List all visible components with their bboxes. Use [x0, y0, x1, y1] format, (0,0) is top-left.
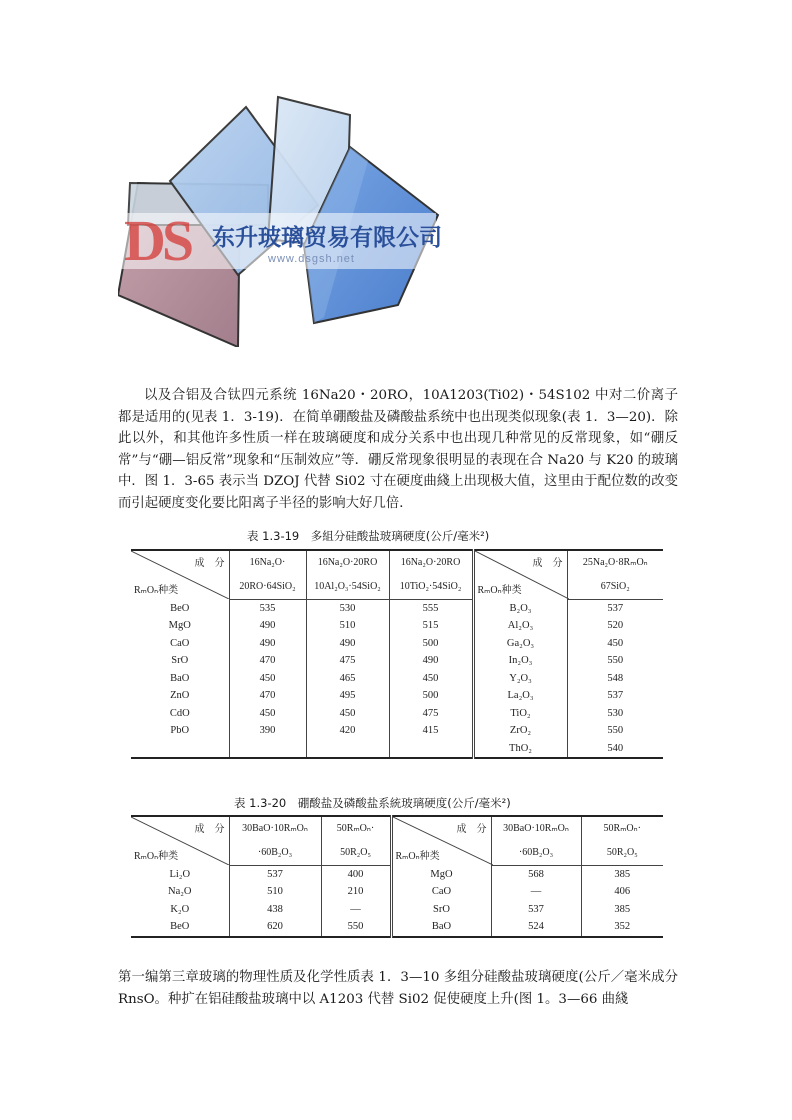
- table-multicomponent-silicate-hardness: [131, 549, 663, 759]
- table-row: [131, 901, 663, 919]
- value-cell: 470: [229, 687, 306, 705]
- value-cell: [229, 740, 306, 759]
- value-cell: 555: [389, 599, 473, 617]
- corner-top-label-right: 成 分: [456, 824, 487, 835]
- value-cell: 524: [491, 918, 581, 937]
- value-cell: 475: [306, 652, 389, 670]
- oxide-cell: TiO₂: [473, 705, 567, 723]
- value-cell: 620: [229, 918, 321, 937]
- table-1-corner-cell: [131, 550, 229, 599]
- value-cell: 515: [389, 617, 473, 635]
- value-cell: 537: [229, 865, 321, 883]
- value-cell: 495: [306, 687, 389, 705]
- table-row: [131, 687, 663, 705]
- oxide-cell: [131, 740, 229, 759]
- table-row: [131, 722, 663, 740]
- table-2-col-2-header-line2: 50R₂O₅: [321, 841, 391, 865]
- table-1-col-3-header-line2: 10TiO₂·54SiO₂: [389, 575, 473, 599]
- table-2-col-3-header: 30BaO·10RₘOₙ: [491, 816, 581, 841]
- value-cell: [306, 740, 389, 759]
- value-cell: 450: [389, 670, 473, 688]
- value-cell: 385: [614, 868, 631, 880]
- value-cell: 352: [614, 921, 631, 933]
- value-cell: 400: [321, 865, 391, 883]
- corner-bottom-label-right: RₘOₙ种类: [395, 851, 440, 862]
- corner-top-label: 成 分: [194, 558, 225, 569]
- value-cell: 490: [306, 635, 389, 653]
- value-cell: 475: [389, 705, 473, 723]
- watermark-company-name: 东升玻璃贸易有限公司: [212, 225, 442, 251]
- value-cell: 465: [306, 670, 389, 688]
- value-cell: 537: [491, 901, 581, 919]
- table-row: [131, 635, 663, 653]
- oxide-cell: CaO: [131, 635, 229, 653]
- table-1-col-4-header-line2: 67SiO₂: [567, 575, 663, 599]
- oxide-cell: La₂O₃: [473, 687, 567, 705]
- oxide-cell: MgO: [131, 617, 229, 635]
- value-cell: 537: [607, 602, 624, 614]
- oxide-cell: K₂O: [131, 901, 229, 919]
- table-2-col-1-header-line2: ·60B₂O₃: [229, 841, 321, 865]
- oxide-cell: Na₂O: [131, 883, 229, 901]
- corner-bottom-label: RₘOₙ种类: [134, 585, 179, 596]
- value-cell: [389, 740, 473, 759]
- table-2-col-2-header: 50RₘOₙ·: [321, 816, 391, 841]
- oxide-cell: Ga₂O₃: [473, 635, 567, 653]
- value-cell: 450: [229, 705, 306, 723]
- oxide-cell: BaO: [131, 670, 229, 688]
- table-2-col-4-header-line2: 50R₂O₅: [581, 841, 663, 865]
- value-cell: 520: [607, 620, 624, 632]
- value-cell: 210: [321, 883, 391, 901]
- table-2-col-4-header: 50RₘOₙ·: [603, 823, 641, 835]
- oxide-cell: BeO: [131, 918, 229, 937]
- body-paragraph-1: 以及合铝及合钛四元系统 16Na20・20RO，10A1203(Ti02)・54S102 中对二价离子都是适用的(见表 1．3-19)．在简单硼酸盐及磷酸盐系统中也出现类似现象(表 1．3—20)．除此以外，和其他许多性质一样在玻璃硬度和成分关系中也出现几种常见的反常现象，如“硼反常”与“硼—铝反常”现象和“压制效应”等．硼反常现象很明显的表现在合 Na20 与 K20 的玻璃中．图 1．3-65 表示当 DZOJ 代替 Si02 寸在硬度曲綫上出现极大值，这里由于配位数的改变而引起硬度变化要比阳离子半径的影响大好几倍．: [118, 388, 678, 511]
- value-cell: 510: [306, 617, 389, 635]
- oxide-cell: Li₂O: [131, 865, 229, 883]
- watermark-url: www.dsgsh.net: [268, 253, 355, 265]
- value-cell: 537: [607, 690, 624, 702]
- value-cell: 510: [229, 883, 321, 901]
- corner-bottom-label-right: RₘOₙ种类: [477, 585, 522, 596]
- value-cell: —: [321, 901, 391, 919]
- table-1-caption: 表 1.3-19 多組分硅酸盐玻璃硬度(公斤/毫米²): [247, 529, 490, 543]
- table-2-col-1-header: 30BaO·10RₘOₙ: [229, 816, 321, 841]
- corner-top-label: 成 分: [194, 824, 225, 835]
- table-1-col-4-header: 25Na₂O·8RₘOₙ: [582, 557, 648, 569]
- table-1-col-2-header-line2: 10Al₂O₃·54SiO₂: [306, 575, 389, 599]
- table-1-col-1-header-line2: 20RO·64SiO₂: [229, 575, 306, 599]
- table-2-corner-cell: [131, 816, 229, 865]
- oxide-cell: CaO: [391, 883, 491, 901]
- value-cell: 415: [389, 722, 473, 740]
- value-cell: 500: [389, 635, 473, 653]
- table-1-col-3-header: 16Na₂O·20RO: [389, 550, 473, 575]
- oxide-cell: ZrO₂: [473, 722, 567, 740]
- value-cell: 438: [229, 901, 321, 919]
- value-cell: 385: [614, 903, 631, 915]
- value-cell: 450: [607, 637, 624, 649]
- body-paragraph-2: 第一编第三章玻璃的物理性质及化学性质表 1．3—10 多组分硅酸盐玻璃硬度(公斤／毫米成分 RnsO。种扩在铝硅酸盐玻璃中以 A1203 代替 Si02 促使硬度上升(图 1。3—66 曲綫: [118, 970, 678, 1007]
- table-row: [131, 740, 663, 759]
- oxide-cell: Y₂O₃: [473, 670, 567, 688]
- corner-bottom-label: RₘOₙ种类: [134, 851, 179, 862]
- oxide-cell: BaO: [391, 918, 491, 937]
- value-cell: 450: [229, 670, 306, 688]
- value-cell: 550: [607, 655, 624, 667]
- table-row: [131, 883, 663, 901]
- table-row: [131, 705, 663, 723]
- value-cell: 550: [321, 918, 391, 937]
- value-cell: 548: [607, 672, 624, 684]
- value-cell: 540: [607, 742, 624, 754]
- corner-top-label-right: 成 分: [532, 558, 563, 569]
- value-cell: 530: [306, 599, 389, 617]
- table-row: [131, 617, 663, 635]
- table-row: [131, 918, 663, 937]
- value-cell: 420: [306, 722, 389, 740]
- value-cell: 535: [229, 599, 306, 617]
- oxide-cell: Al₂O₃: [473, 617, 567, 635]
- value-cell: —: [491, 883, 581, 901]
- table-1-col-2-header: 16Na₂O·20RO: [306, 550, 389, 575]
- value-cell: 568: [491, 865, 581, 883]
- oxide-cell: BeO: [131, 599, 229, 617]
- value-cell: 390: [229, 722, 306, 740]
- value-cell: 550: [607, 725, 624, 737]
- value-cell: 406: [614, 886, 631, 898]
- oxide-cell: SrO: [131, 652, 229, 670]
- oxide-cell: B₂O₃: [473, 599, 567, 617]
- oxide-cell: MgO: [391, 865, 491, 883]
- table-row: [131, 652, 663, 670]
- table-2-col-3-header-line2: ·60B₂O₃: [491, 841, 581, 865]
- oxide-cell: SrO: [391, 901, 491, 919]
- value-cell: 450: [306, 705, 389, 723]
- table-row: [131, 599, 663, 617]
- table-row: [131, 670, 663, 688]
- oxide-cell: PbO: [131, 722, 229, 740]
- value-cell: 490: [389, 652, 473, 670]
- oxide-cell: ZnO: [131, 687, 229, 705]
- table-2-corner-cell-right: [391, 816, 491, 865]
- oxide-cell: In₂O₃: [473, 652, 567, 670]
- value-cell: 490: [229, 635, 306, 653]
- value-cell: 530: [607, 707, 624, 719]
- value-cell: 500: [389, 687, 473, 705]
- table-borate-phosphate-hardness: [131, 815, 663, 938]
- table-1-corner-cell-right: [473, 550, 567, 599]
- oxide-cell: ThO₂: [473, 740, 567, 759]
- table-1-col-1-header: 16Na₂O·: [229, 550, 306, 575]
- watermark-logo: DS: [124, 208, 191, 273]
- table-2-caption: 表 1.3-20 硼酸盐及磷酸盐系統玻璃硬度(公斤/毫米²): [234, 796, 511, 810]
- value-cell: 490: [229, 617, 306, 635]
- table-row: [131, 865, 663, 883]
- oxide-cell: CdO: [131, 705, 229, 723]
- value-cell: 470: [229, 652, 306, 670]
